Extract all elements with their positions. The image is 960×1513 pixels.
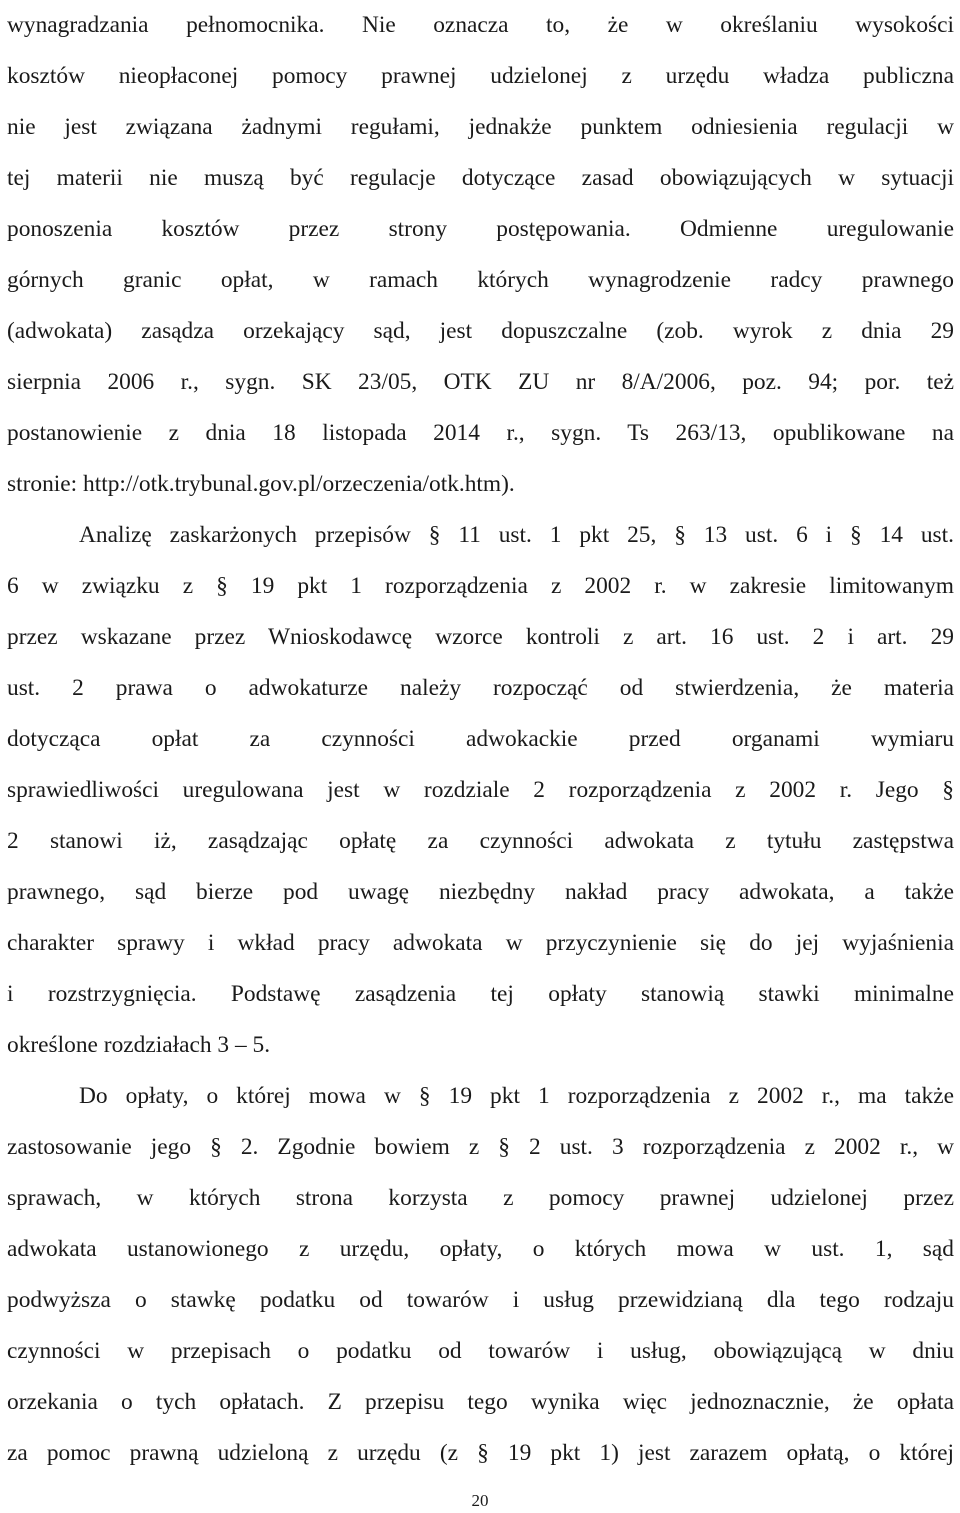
text-line: ust. 2 prawa o adwokaturze należy rozpocząć od stwierdzenia, że materia xyxy=(7,675,954,701)
page-number: 20 xyxy=(471,1491,489,1510)
text-line: czynności w przepisach o podatku od towarów i usług, obowiązującą w dniu xyxy=(7,1338,954,1364)
text-line: za pomoc prawną udzieloną z urzędu (z § 19 pkt 1) jest zarazem opłatą, o której xyxy=(7,1440,954,1466)
text-line: kosztów nieopłaconej pomocy prawnej udzielonej z urzędu władza publiczna xyxy=(7,63,954,89)
text-line: wynagradzania pełnomocnika. Nie oznacza to, że w określaniu wysokości xyxy=(7,12,954,38)
text-line: sprawach, w których strona korzysta z pomocy prawnej udzielonej przez xyxy=(7,1185,954,1211)
text-line: stronie: http://otk.trybunal.gov.pl/orzeczenia/otk.htm). xyxy=(7,471,515,497)
text-line: określone rozdziałach 3 – 5. xyxy=(7,1032,271,1058)
text-line: (adwokata) zasądza orzekający sąd, jest dopuszczalne (zob. wyrok z dnia 29 xyxy=(7,318,954,344)
text-line: zastosowanie jego § 2. Zgodnie bowiem z § 2 ust. 3 rozporządzenia z 2002 r., w xyxy=(7,1134,954,1160)
text-line: adwokata ustanowionego z urzędu, opłaty, o których mowa w ust. 1, sąd xyxy=(7,1236,954,1262)
text-line: prawnego, sąd bierze pod uwagę niezbędny nakład pracy adwokata, a także xyxy=(7,879,954,905)
text-line: 6 w związku z § 19 pkt 1 rozporządzenia z 2002 r. w zakresie limitowanym xyxy=(7,573,954,599)
text-line: ponoszenia kosztów przez strony postępowania. Odmienne uregulowanie xyxy=(7,216,954,242)
text-line: 2 stanowi iż, zasądzając opłatę za czynności adwokata z tytułu zastępstwa xyxy=(7,828,954,854)
text-line: i rozstrzygnięcia. Podstawę zasądzenia tej opłaty stanowią stawki minimalne xyxy=(7,981,954,1007)
text-line: górnych granic opłat, w ramach których wynagrodzenie radcy prawnego xyxy=(7,267,954,293)
text-line: tej materii nie muszą być regulacje dotyczące zasad obowiązujących w sytuacji xyxy=(7,165,954,191)
text-line: Analizę zaskarżonych przepisów § 11 ust. 1 pkt 25, § 13 ust. 6 i § 14 ust. xyxy=(79,522,954,548)
text-line: charakter sprawy i wkład pracy adwokata w przyczynienie się do jej wyjaśnienia xyxy=(7,930,954,956)
text-line: podwyższa o stawkę podatku od towarów i usług przewidzianą dla tego rodzaju xyxy=(7,1287,954,1313)
text-line: postanowienie z dnia 18 listopada 2014 r., sygn. Ts 263/13, opublikowane na xyxy=(7,420,954,446)
text-line: sprawiedliwości uregulowana jest w rozdziale 2 rozporządzenia z 2002 r. Jego § xyxy=(7,777,954,803)
text-line: nie jest związana żadnymi regułami, jednakże punktem odniesienia regulacji w xyxy=(7,114,954,140)
text-line: dotycząca opłat za czynności adwokackie przed organami wymiaru xyxy=(7,726,954,752)
text-line: sierpnia 2006 r., sygn. SK 23/05, OTK ZU nr 8/A/2006, poz. 94; por. też xyxy=(7,369,954,395)
text-line: Do opłaty, o której mowa w § 19 pkt 1 rozporządzenia z 2002 r., ma także xyxy=(79,1083,954,1109)
text-line: przez wskazane przez Wnioskodawcę wzorce kontroli z art. 16 ust. 2 i art. 29 xyxy=(7,624,954,650)
text-line: orzekania o tych opłatach. Z przepisu tego wynika więc jednoznacznie, że opłata xyxy=(7,1389,954,1415)
